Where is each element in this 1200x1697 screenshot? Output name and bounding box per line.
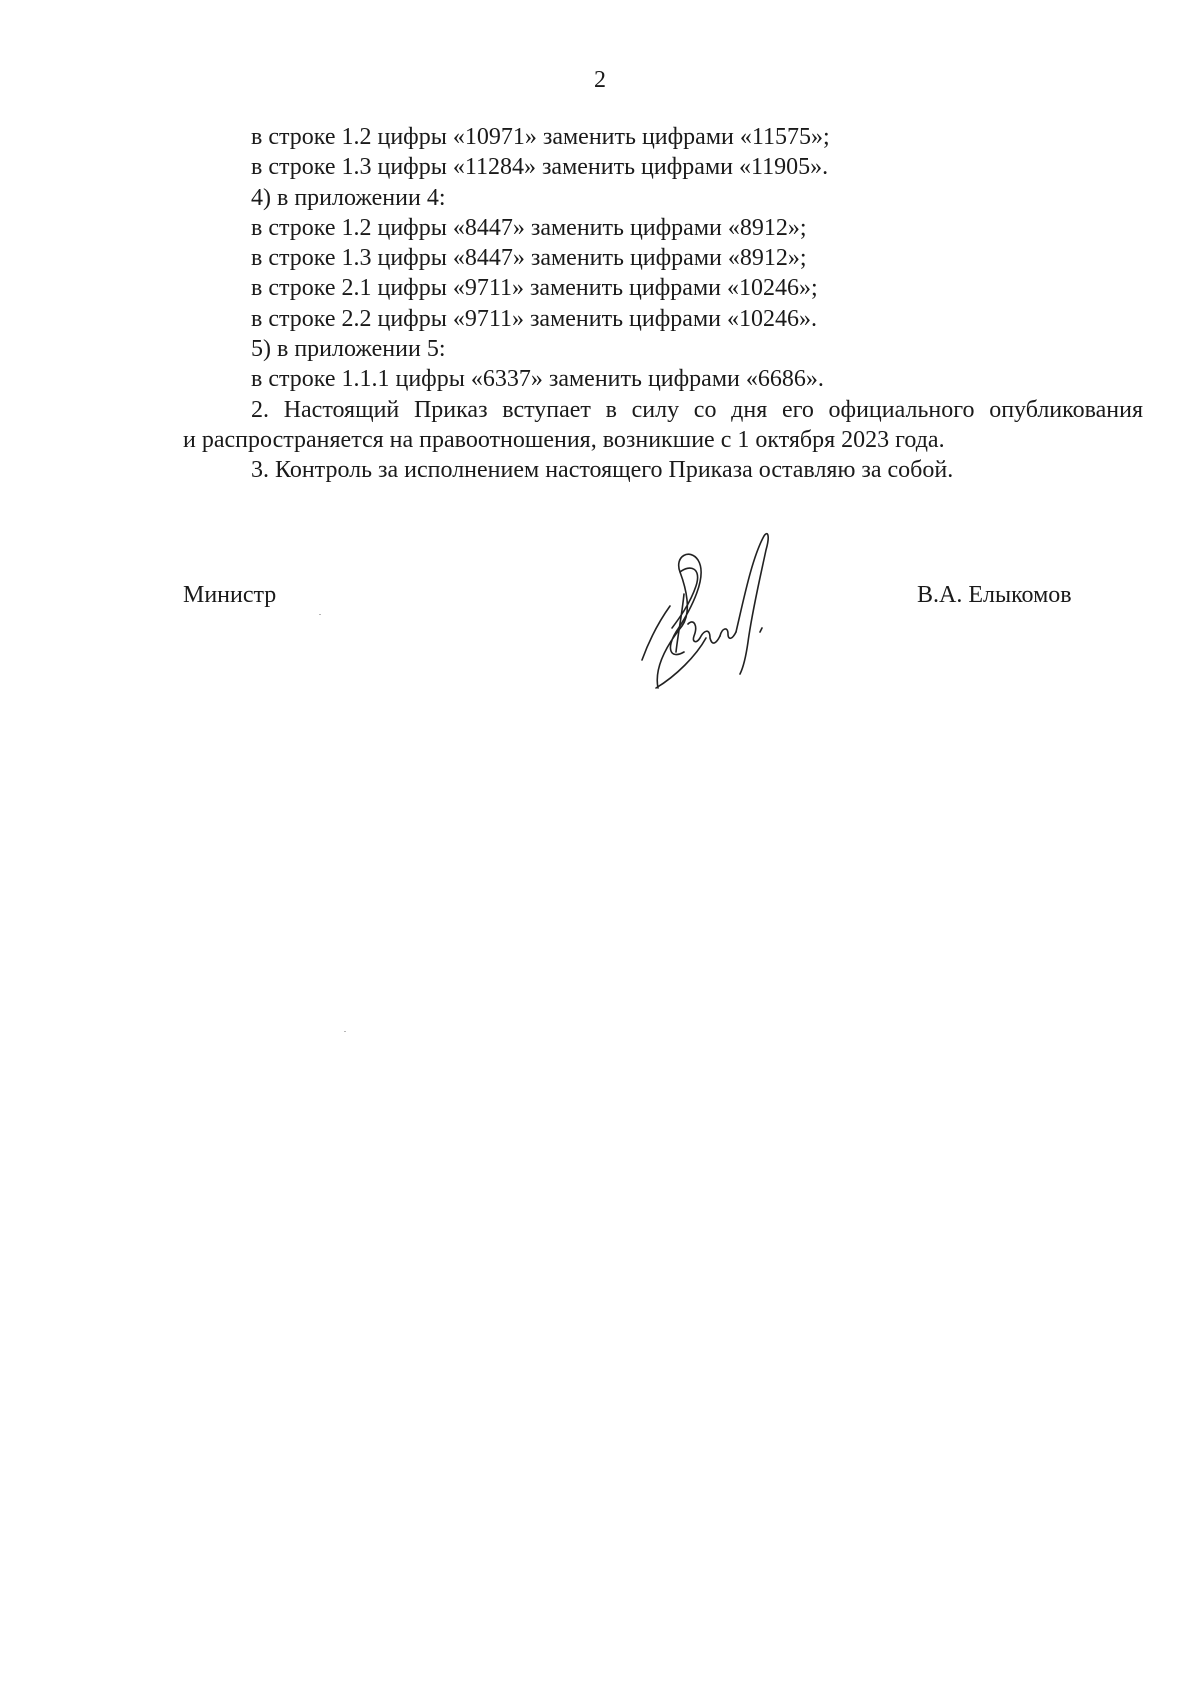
body-line: 5) в приложении 5: (251, 336, 446, 363)
scan-artifact (319, 614, 321, 615)
body-line: в строке 1.1.1 цифры «6337» заменить цифрами «6686». (251, 366, 824, 393)
page-number: 2 (594, 67, 606, 93)
signatory-title: Министр (183, 582, 277, 608)
body-line: в строке 1.3 цифры «11284» заменить цифрами «11905». (251, 154, 829, 181)
body-line: в строке 1.2 цифры «10971» заменить цифрами «11575»; (251, 124, 830, 150)
body-line: и распространяется на правоотношения, возникшие с 1 октября 2023 года. (183, 426, 945, 453)
body-line: в строке 1.2 цифры «8447» заменить цифрами «8912»; (251, 214, 807, 241)
signatory-name: В.А. Елыкомов (917, 582, 1072, 608)
body-line: в строке 2.2 цифры «9711» заменить цифрами «10246». (251, 305, 817, 332)
body-line: 3. Контроль за исполнением настоящего Приказа оставляю за собой. (251, 457, 954, 484)
body-line: 4) в приложении 4: (251, 184, 446, 211)
body-line: в строке 1.3 цифры «8447» заменить цифрами «8912»; (251, 245, 807, 272)
body-line: 2. Настоящий Приказ вступает в силу со дня его официального опубликования (251, 396, 1143, 423)
body-line: в строке 2.1 цифры «9711» заменить цифрами «10246»; (251, 275, 818, 302)
document-body (183, 122, 1143, 486)
handwritten-signature (636, 528, 796, 698)
scan-artifact (344, 1031, 346, 1032)
